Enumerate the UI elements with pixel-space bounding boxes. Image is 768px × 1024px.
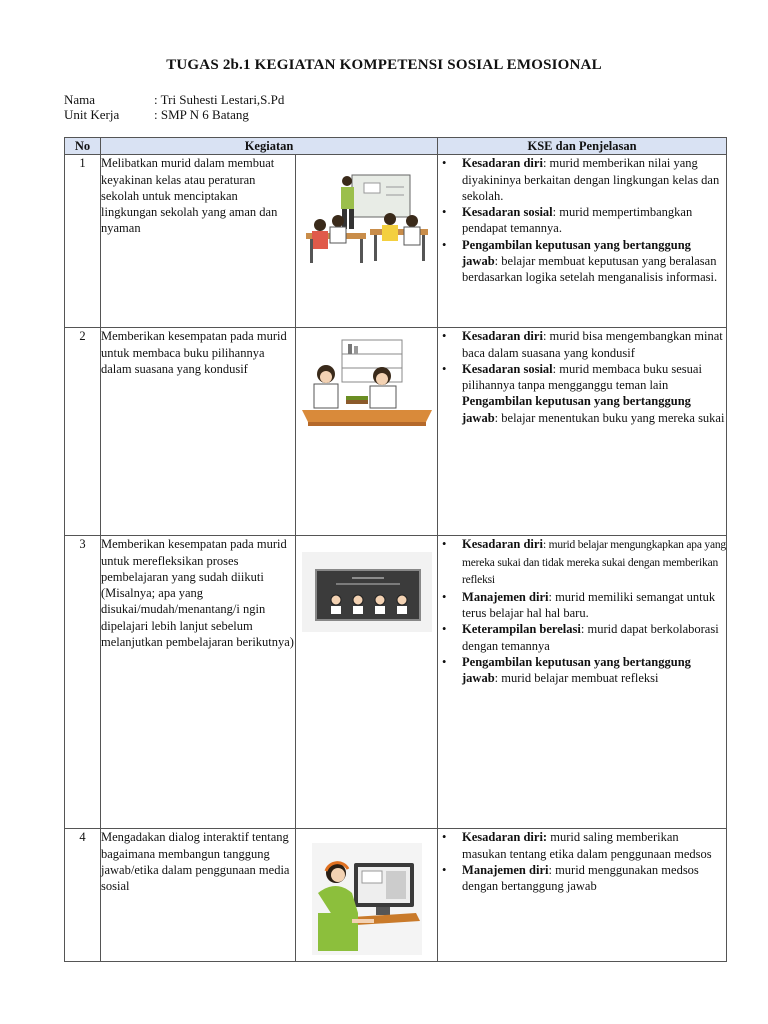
table-row: [65, 829, 727, 962]
kse-text: : belajar membuat keputusan yang beralasan berdasarkan logika setelah menganalisis informasi.: [462, 254, 718, 285]
kse-list: [438, 829, 726, 894]
computer-user-illustration: [312, 843, 422, 955]
table-row: [65, 536, 727, 829]
list-item: [438, 237, 726, 286]
kse-text: : murid mempertimbangkan pendapat temannya.: [462, 205, 693, 236]
kegiatan-cell: Memberikan kesempatan pada murid untuk merefleksikan proses pembelajaran yang sudah diikuti (Misalnya; apa yang disukai/mudah/menantang/i ngin dipelajari lebih lanjut sebelum melanjutkan pembelajaran berikutnya): [101, 536, 296, 829]
kse-cell: [438, 536, 727, 829]
illustration-cell: [296, 155, 438, 328]
kse-list: [438, 155, 726, 285]
list-item: [438, 589, 726, 622]
kse-text: : murid bisa mengembangkan minat baca dalam suasana yang kondusif: [462, 329, 723, 360]
kse-term: Kesadaran diri: [462, 329, 543, 344]
kse-text: : murid belajar membuat refleksi: [494, 671, 659, 686]
bullet: •: [442, 862, 447, 877]
illustration-cell: [296, 829, 438, 962]
kse-text: : murid dapat berkolaborasi dengan temannya: [462, 622, 719, 653]
bullet: •: [442, 537, 447, 552]
kse-text: : murid memberikan nilai yang diyakininya berkaitan dengan lingkungan kelas dan sekolah.: [462, 156, 720, 203]
list-item: [438, 862, 726, 895]
kse-list: [438, 536, 726, 686]
kse-text: : murid membaca buku sesuai pilihannya tanpa mengganggu teman lain: [462, 361, 702, 393]
kse-text: : murid memiliki semangat untuk terus belajar hal hal baru.: [462, 589, 716, 621]
kse-text: : murid menggunakan medsos dengan bertanggung jawab: [462, 862, 699, 894]
kse-term: Pengambilan keputusan yang bertanggung jawab: [462, 654, 691, 686]
list-item: [438, 204, 726, 237]
list-item: [438, 155, 726, 204]
kse-text: : belajar menentukan buku yang mereka sukai: [494, 410, 725, 425]
activity-table: [64, 137, 727, 962]
meta-nama: [64, 92, 284, 108]
unit-label: Unit Kerja: [64, 107, 120, 122]
meta-unit: [64, 107, 249, 123]
header-kegiatan: Kegiatan: [101, 138, 438, 155]
bullet: •: [442, 654, 447, 669]
bullet: •: [442, 156, 447, 171]
list-item: [438, 829, 726, 862]
row-number: 3: [65, 536, 101, 829]
kse-term: Manajemen diri: [462, 589, 549, 604]
kse-term: Kesadaran sosial: [462, 361, 553, 376]
kegiatan-cell: Memberikan kesempatan pada murid untuk membaca buku pilihannya dalam suasana yang kondusif: [101, 328, 296, 536]
bullet: •: [442, 329, 447, 344]
kse-list: [438, 328, 726, 426]
list-item: [438, 536, 726, 589]
bullet: •: [442, 361, 447, 376]
list-item: [438, 654, 726, 687]
list-item: [438, 621, 726, 654]
nama-label: Nama: [64, 92, 96, 107]
kse-term: Kesadaran sosial: [462, 205, 553, 220]
kegiatan-cell: Melibatkan murid dalam membuat keyakinan kelas atau peraturan sekolah untuk menciptakan lingkungan sekolah yang aman dan nyaman: [101, 155, 296, 328]
kegiatan-cell: Mengadakan dialog interaktif tentang bagaimana membangun tanggung jawab/etika dalam penggunaan media sosial: [101, 829, 296, 962]
table-header-row: [65, 138, 727, 155]
table-row: [65, 155, 727, 328]
bullet: •: [442, 589, 447, 604]
row-number: 1: [65, 155, 101, 328]
row-number: 4: [65, 829, 101, 962]
list-item: [438, 393, 726, 426]
table-row: [65, 328, 727, 536]
kse-term: Kesadaran diri: [462, 156, 543, 171]
nama-value: : Tri Suhesti Lestari,S.Pd: [154, 92, 285, 107]
list-item: [438, 361, 726, 394]
kse-term: Kesadaran diri:: [462, 830, 548, 845]
kse-cell: [438, 829, 727, 962]
document-title: TUGAS 2b.1 KEGIATAN KOMPETENSI SOSIAL EMOSIONAL: [166, 57, 602, 73]
row-number: 2: [65, 328, 101, 536]
kse-cell: [438, 328, 727, 536]
bullet: •: [442, 237, 447, 252]
bullet: •: [442, 622, 447, 637]
unit-value: : SMP N 6 Batang: [154, 107, 249, 122]
kse-term: Kesadaran diri: [462, 537, 543, 552]
illustration-cell: [296, 328, 438, 536]
kse-text: : murid belajar mengungkapkan apa yang mereka sukai dan tidak mereka sukai dengan memberikan refleksi: [462, 539, 726, 587]
kse-term: Keterampilan berelasi: [462, 622, 581, 637]
reflection-board-illustration: [302, 552, 432, 632]
header-kse: KSE dan Penjelasan: [438, 138, 727, 155]
classroom-teacher-illustration: [304, 167, 430, 267]
illustration-cell: [296, 536, 438, 829]
kse-text: murid saling memberikan masukan tentang etika dalam penggunaan medsos: [462, 830, 712, 861]
kse-term: Pengambilan keputusan yang bertanggung jawab: [462, 237, 691, 269]
kse-cell: [438, 155, 727, 328]
kse-term: Pengambilan keputusan yang bertanggung jawab: [462, 394, 691, 425]
bullet: •: [442, 205, 447, 220]
header-no: No: [65, 138, 101, 155]
students-reading-illustration: [302, 338, 432, 430]
list-item: [438, 328, 726, 361]
bullet: •: [442, 830, 447, 845]
kse-term: Manajemen diri: [462, 862, 549, 877]
